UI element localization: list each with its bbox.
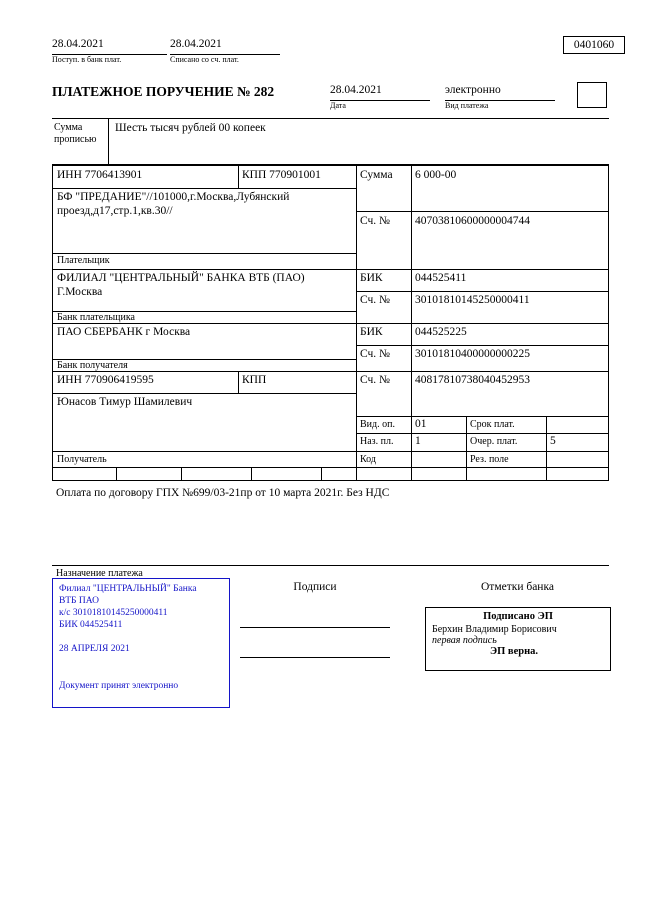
priority-label: Очер. плат. bbox=[470, 436, 518, 447]
signature-mark-verdict: ЭП верна. bbox=[490, 646, 539, 657]
payer-name: БФ "ПРЕДАНИЕ"//101000,г.Москва,Лубянский проезд,д17,стр.1,кв.30// bbox=[57, 191, 290, 217]
signature-line-1 bbox=[240, 627, 390, 628]
op-kind-label: Вид. оп. bbox=[360, 419, 395, 430]
table-line bbox=[466, 468, 467, 480]
payment-purpose-label: Назначение платежа bbox=[56, 568, 143, 579]
purpose-separator-line bbox=[52, 565, 609, 566]
signature-mark-title: Подписано ЭП bbox=[483, 611, 553, 622]
table-line bbox=[238, 166, 239, 188]
payer-inn: ИНН 7706413901 bbox=[57, 169, 143, 181]
table-line bbox=[356, 211, 608, 212]
table-line bbox=[356, 291, 608, 292]
signatures-heading: Подписи bbox=[293, 581, 337, 593]
payee-account-label: Сч. № bbox=[360, 374, 391, 386]
reserve-label: Рез. поле bbox=[470, 454, 509, 465]
purpose-code-value: 1 bbox=[415, 435, 421, 447]
received-date: 28.04.2021 bbox=[52, 38, 167, 55]
debited-date-field bbox=[170, 38, 280, 65]
received-date-field bbox=[52, 38, 167, 65]
payee-bank-name: ПАО СБЕРБАНК г Москва bbox=[57, 326, 191, 338]
payee-inn: ИНН 770906419595 bbox=[57, 374, 154, 386]
table-line bbox=[466, 416, 467, 467]
amount-in-words-value: Шесть тысяч рублей 00 копеек bbox=[115, 122, 266, 134]
payment-purpose-text: Оплата по договору ГПХ №699/03-21пр от 10 марта 2021г. Без НДС bbox=[56, 487, 390, 499]
table-line bbox=[321, 468, 322, 480]
table-line bbox=[181, 468, 182, 480]
table-line bbox=[53, 188, 356, 189]
sum-value: 6 000-00 bbox=[415, 169, 457, 181]
payee-bank-bik-label: БИК bbox=[360, 326, 383, 338]
table-line bbox=[53, 371, 608, 372]
received-date-label: Поступ. в банк плат. bbox=[52, 54, 122, 64]
amount-in-words-row bbox=[52, 118, 609, 165]
extra-fields-strip bbox=[52, 467, 609, 481]
op-kind-value: 01 bbox=[415, 418, 427, 430]
signature-mark-role: первая подпись bbox=[432, 635, 497, 646]
payer-bank-account: 30101810145250000411 bbox=[415, 294, 530, 306]
document-date-label: Дата bbox=[330, 100, 346, 110]
table-line bbox=[356, 468, 357, 480]
table-line bbox=[411, 468, 412, 480]
table-line bbox=[238, 371, 239, 393]
table-line bbox=[53, 269, 608, 270]
document-date: 28.04.2021 bbox=[330, 84, 430, 101]
sum-label: Сумма bbox=[360, 169, 393, 181]
debited-date-label: Списано со сч. плат. bbox=[170, 54, 239, 64]
table-line bbox=[53, 393, 356, 394]
form-code-box: 0401060 bbox=[563, 36, 625, 54]
payee-bank-account-label: Сч. № bbox=[360, 348, 391, 360]
bank-marks-heading: Отметки банка bbox=[481, 581, 554, 593]
payee-section-label: Получатель bbox=[57, 454, 107, 465]
payer-bank-account-label: Сч. № bbox=[360, 294, 391, 306]
table-line bbox=[53, 451, 608, 452]
document-date-field bbox=[330, 84, 430, 111]
signature-mark-box bbox=[425, 607, 611, 671]
table-line bbox=[546, 468, 547, 480]
payer-kpp: КПП 770901001 bbox=[242, 169, 321, 181]
table-line bbox=[251, 468, 252, 480]
payer-section-label: Плательщик bbox=[57, 255, 110, 266]
bank-stamp-date: 28 АПРЕЛЯ 2021 bbox=[59, 643, 130, 654]
debited-date: 28.04.2021 bbox=[170, 38, 280, 55]
bank-stamp-line4: БИК 044525411 bbox=[59, 619, 123, 630]
purpose-code-label: Наз. пл. bbox=[360, 436, 394, 447]
payment-kind-field bbox=[445, 84, 555, 111]
main-table bbox=[52, 165, 609, 468]
table-line bbox=[53, 253, 356, 254]
payee-bank-section-label: Банк получателя bbox=[57, 360, 128, 371]
payment-kind: электронно bbox=[445, 84, 555, 101]
bank-stamp-status: Документ принят электронно bbox=[59, 681, 179, 692]
signature-line-2 bbox=[240, 657, 390, 658]
payee-bank-account: 30101810400000000225 bbox=[415, 348, 530, 360]
payment-kind-label: Вид платежа bbox=[445, 100, 489, 110]
bank-stamp-line2: ВТБ ПАО bbox=[59, 595, 99, 606]
table-line bbox=[356, 345, 608, 346]
pay-term-label: Срок плат. bbox=[470, 419, 515, 430]
payer-bank-bik-label: БИК bbox=[360, 272, 383, 284]
payee-name: Юнасов Тимур Шамилевич bbox=[57, 396, 193, 408]
payer-bank-bik: 044525411 bbox=[415, 272, 467, 284]
document-title: ПЛАТЕЖНОЕ ПОРУЧЕНИЕ № 282 bbox=[52, 84, 275, 99]
table-line bbox=[356, 433, 608, 434]
payer-bank-section-label: Банк плательщика bbox=[57, 312, 135, 323]
status-box-empty bbox=[577, 82, 607, 108]
payee-account: 40817810738040452953 bbox=[415, 374, 530, 386]
bank-stamp bbox=[52, 578, 230, 708]
payer-bank-name: ФИЛИАЛ "ЦЕНТРАЛЬНЫЙ" БАНКА ВТБ (ПАО) Г.Москва bbox=[57, 272, 305, 298]
table-line bbox=[546, 416, 547, 467]
table-line bbox=[116, 468, 117, 480]
table-line bbox=[53, 323, 608, 324]
payee-kpp-label: КПП bbox=[242, 374, 267, 386]
amount-in-words-label: Сумма прописью bbox=[52, 119, 109, 164]
bank-stamp-line3: к/с 30101810145250000411 bbox=[59, 607, 168, 618]
priority-value: 5 bbox=[550, 435, 556, 447]
code-label: Код bbox=[360, 454, 376, 465]
payee-bank-bik: 044525225 bbox=[415, 326, 467, 338]
payer-account-label: Сч. № bbox=[360, 215, 391, 227]
signature-mark-name: Берхин Владимир Борисович bbox=[432, 624, 557, 635]
bank-stamp-line1: Филиал "ЦЕНТРАЛЬНЫЙ" Банка bbox=[59, 584, 197, 594]
table-line bbox=[356, 416, 608, 417]
payer-account: 40703810600000004744 bbox=[415, 215, 530, 227]
